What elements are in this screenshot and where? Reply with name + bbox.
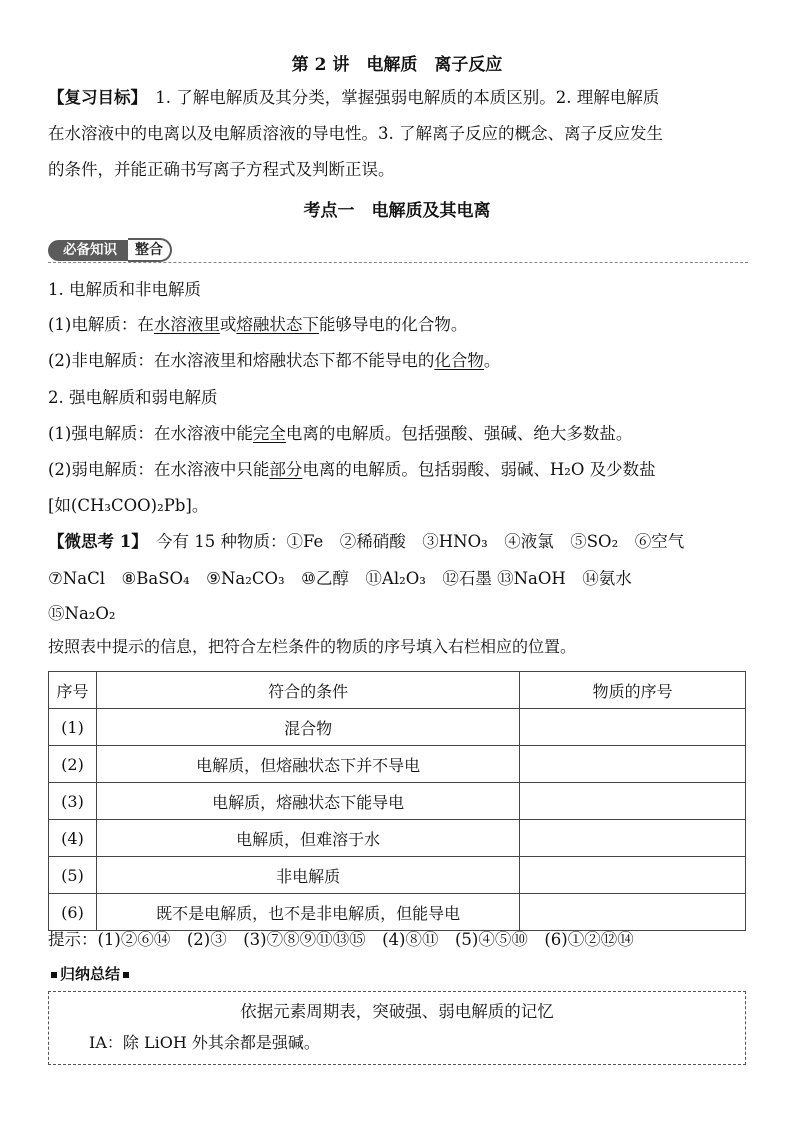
think-text-1: 今有 15 种物质：①Fe ②稀硝酸 ③HNO₃ ④液氯 ⑤SO₂ ⑥空气 xyxy=(155,532,685,551)
badge-left-label: 必备知识 xyxy=(48,240,132,261)
classification-table xyxy=(48,671,746,931)
underlined-term: 完全 xyxy=(252,424,286,443)
text-span: 电离的电解质。包括强酸、强碱、绝大多数盐。 xyxy=(285,424,633,443)
square-bullet-icon xyxy=(51,972,57,978)
row-answer-cell[interactable] xyxy=(520,783,746,820)
summary-box xyxy=(48,991,746,1065)
part1-line-1 xyxy=(48,315,467,335)
text-span: (1)强电解质：在水溶液中能 xyxy=(48,424,253,443)
part2-line-3: [如(CH₃COO)₂Pb]。 xyxy=(48,496,209,515)
think-line-3: ⑮Na₂O₂ xyxy=(48,604,116,623)
row-number: (2) xyxy=(49,746,97,783)
table-row xyxy=(49,709,746,746)
think-line-1 xyxy=(48,532,684,552)
review-goals-line-3: 的条件，并能正确书写离子方程式及判断正误。 xyxy=(48,160,395,179)
row-condition: 电解质，熔融状态下能导电 xyxy=(96,783,519,820)
row-answer-cell[interactable] xyxy=(520,709,746,746)
row-answer-cell[interactable] xyxy=(520,746,746,783)
part2-heading: 2. 强电解质和弱电解质 xyxy=(48,388,218,407)
part1-heading: 1. 电解质和非电解质 xyxy=(48,280,201,299)
row-number: (1) xyxy=(49,709,97,746)
answer-hint: 提示：(1)②⑥⑭ (2)③ (3)⑦⑧⑨⑪⑬⑮ (4)⑧⑪ (5)④⑤⑩ (6)①②⑫⑭ xyxy=(48,930,634,949)
text-span: (2)弱电解质：在水溶液中只能 xyxy=(48,460,270,479)
row-answer-cell[interactable] xyxy=(520,820,746,857)
table-header-row xyxy=(49,672,746,709)
underlined-term: 水溶液里 xyxy=(153,315,220,334)
text-span: (1)电解质：在 xyxy=(48,315,154,334)
row-answer-cell[interactable] xyxy=(520,857,746,894)
row-condition: 电解质，但熔融状态下并不导电 xyxy=(96,746,519,783)
row-number: (4) xyxy=(49,820,97,857)
row-condition: 电解质，但难溶于水 xyxy=(96,820,519,857)
summary-label: 归纳总结 xyxy=(60,965,121,983)
summary-box-line: ⅠA：除 LiOH 外其余都是强碱。 xyxy=(89,1033,320,1052)
row-number: (3) xyxy=(49,783,97,820)
row-condition: 非电解质 xyxy=(96,857,519,894)
text-span: 电离的电解质。包括弱酸、弱碱、H₂O 及少数盐 xyxy=(302,460,656,479)
underlined-term: 部分 xyxy=(269,460,303,479)
row-number: (6) xyxy=(49,894,97,931)
table-header: 符合的条件 xyxy=(96,672,519,709)
row-condition: 混合物 xyxy=(96,709,519,746)
table-header: 物质的序号 xyxy=(520,672,746,709)
row-number: (5) xyxy=(49,857,97,894)
square-bullet-icon xyxy=(123,972,129,978)
think-instruction: 按照表中提示的信息，把符合左栏条件的物质的序号填入右栏相应的位置。 xyxy=(48,637,577,656)
table-row xyxy=(49,857,746,894)
review-goals-line-2: 在水溶液中的电离以及电解质溶液的导电性。3. 了解离子反应的概念、离子反应发生 xyxy=(48,124,663,143)
table-row xyxy=(49,746,746,783)
badge-right-label: 整合 xyxy=(128,238,172,262)
table-row xyxy=(49,894,746,931)
review-goals-label: 【复习目标】 xyxy=(48,88,139,107)
row-answer-cell[interactable] xyxy=(520,894,746,931)
part2-line-1 xyxy=(48,424,632,444)
section-title: 考点一 电解质及其电离 xyxy=(303,201,491,221)
lesson-title: 第 2 讲 电解质 离子反应 xyxy=(291,55,503,75)
text-span: 或 xyxy=(219,315,237,334)
review-goals-text-1: 1. 了解电解质及其分类，掌握强弱电解质的本质区别。2. 理解电解质 xyxy=(155,88,660,107)
part2-line-2 xyxy=(48,460,656,480)
text-span: (2)非电解质：在水溶液里和熔融状态下都不能导电的 xyxy=(48,351,435,370)
underlined-term: 化合物 xyxy=(434,351,484,370)
text-span: 能够导电的化合物。 xyxy=(318,315,468,334)
badge-divider xyxy=(48,262,748,263)
part1-line-2 xyxy=(48,351,500,371)
table-row xyxy=(49,820,746,857)
summary-box-title: 依据元素周期表，突破强、弱电解质的记忆 xyxy=(240,1002,554,1021)
summary-heading xyxy=(48,963,132,984)
table-header: 序号 xyxy=(49,672,97,709)
table-row xyxy=(49,783,746,820)
think-label: 【微思考 1】 xyxy=(48,532,140,551)
review-goals-line-1 xyxy=(48,88,659,108)
think-line-2: ⑦NaCl ⑧BaSO₄ ⑨Na₂CO₃ ⑩乙醇 ⑪Al₂O₃ ⑫石墨 ⑬NaOH ⑭氨水 xyxy=(48,569,632,588)
underlined-term: 熔融状态下 xyxy=(236,315,319,334)
row-condition: 既不是电解质，也不是非电解质，但能导电 xyxy=(96,894,519,931)
text-span: 。 xyxy=(483,351,501,370)
